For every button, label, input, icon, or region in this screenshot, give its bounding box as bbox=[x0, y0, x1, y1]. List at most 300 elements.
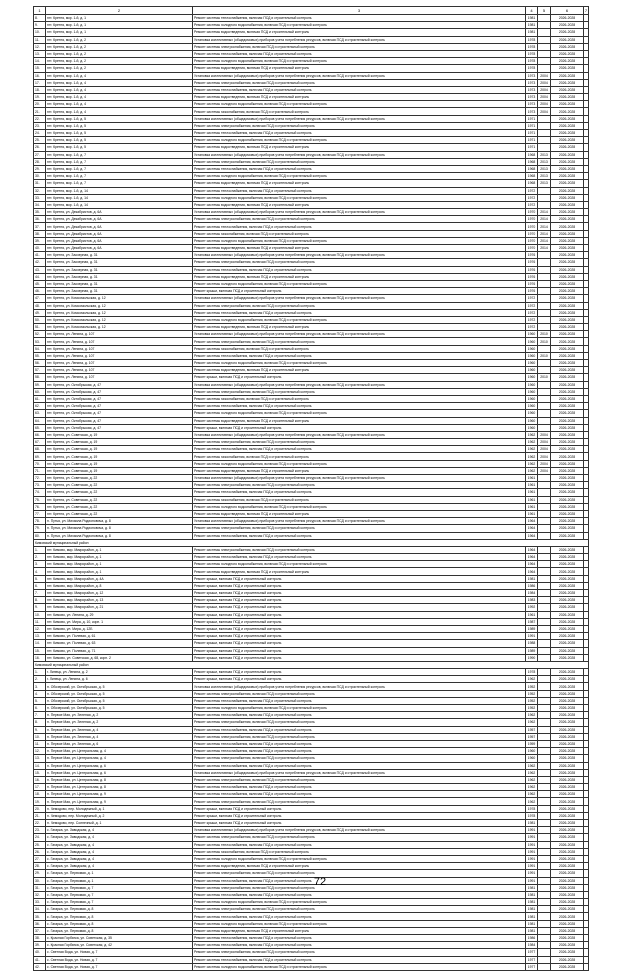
address-cell: пгт. Кретня, ул. Ленина, д. 107 bbox=[46, 367, 193, 374]
repair-year-cell bbox=[538, 546, 551, 553]
blank-cell bbox=[584, 108, 589, 115]
repair-year-cell bbox=[538, 58, 551, 65]
period-cell: 2026-2028 bbox=[551, 518, 584, 525]
work-type-cell: Установка коллективных (общедомовых) приборов учета потребления ресурсов, включая ПСД и строительный контроль bbox=[193, 209, 526, 216]
address-cell: пгт. Кретня, ул. Заозерная, д. 31 bbox=[46, 288, 193, 295]
build-year-cell: 1970 bbox=[526, 245, 538, 252]
address-cell: пгт. Кретня, мкр. 1-й, д. 2 bbox=[46, 36, 193, 43]
period-cell: 2026-2028 bbox=[551, 446, 584, 453]
repair-year-cell bbox=[538, 367, 551, 374]
address-cell: п. Первое Мая, ул. Зеленая, д. 4 bbox=[46, 726, 193, 733]
address-cell: пгт. Кретня, мкр. 1-й, д. 2 bbox=[46, 50, 193, 57]
repair-year-cell bbox=[538, 561, 551, 568]
row-number: 59. bbox=[34, 381, 46, 388]
table-row bbox=[34, 237, 589, 244]
build-year-cell: 1978 bbox=[526, 65, 538, 72]
work-type-cell: Ремонт системы электроснабжения, включая ПСД и строительный контроль bbox=[193, 439, 526, 446]
work-type-cell: Ремонт крыши, включая ПСД и строительный контроль bbox=[193, 805, 526, 812]
address-cell: пгт. Кретня, мкр. 1-й, д. 4 bbox=[46, 108, 193, 115]
repair-year-cell bbox=[538, 417, 551, 424]
build-year-cell: 1971 bbox=[526, 122, 538, 129]
work-type-cell: Ремонт системы теплоснабжения, включая ПСД и строительный контроль bbox=[193, 554, 526, 561]
address-cell: п. Первое Мая, ул. Зеленая, д. 2 bbox=[46, 719, 193, 726]
build-year-cell: 1973 bbox=[526, 79, 538, 86]
build-year-cell: 1968 bbox=[526, 165, 538, 172]
build-year-cell: 1972 bbox=[526, 295, 538, 302]
period-cell: 2026-2028 bbox=[551, 403, 584, 410]
build-year-cell: 1962 bbox=[526, 776, 538, 783]
table-row bbox=[34, 963, 589, 970]
address-cell: с. Гагарка, ул. Заводская, д. 4 bbox=[46, 827, 193, 834]
work-type-cell: Ремонт системы холодного водоснабжения, включая ПСД и строительный контроль bbox=[193, 280, 526, 287]
period-cell: 2026-2028 bbox=[551, 453, 584, 460]
repair-year-cell bbox=[538, 309, 551, 316]
work-type-cell: Установка коллективных (общедомовых) приборов учета потребления ресурсов, включая ПСД и строительный контроль bbox=[193, 475, 526, 482]
repair-year-cell: 2013 bbox=[538, 151, 551, 158]
work-type-cell: Ремонт системы газоснабжения, включая ПСД и строительный контроль bbox=[193, 345, 526, 352]
row-number: 31. bbox=[34, 884, 46, 891]
blank-cell bbox=[584, 288, 589, 295]
build-year-cell: 1962 bbox=[526, 719, 538, 726]
work-type-cell: Ремонт системы водоотведения, включая ПСД и строительный контроль bbox=[193, 94, 526, 101]
blank-cell bbox=[584, 266, 589, 273]
row-number: 12. bbox=[34, 748, 46, 755]
work-type-cell: Ремонт системы электроснабжения, включая ПСД и строительный контроль bbox=[193, 546, 526, 553]
period-cell: 2026-2028 bbox=[551, 697, 584, 704]
table-row bbox=[34, 417, 589, 424]
blank-cell bbox=[584, 259, 589, 266]
table-row bbox=[34, 762, 589, 769]
row-number: 39. bbox=[34, 942, 46, 949]
period-cell: 2026-2028 bbox=[551, 532, 584, 539]
address-cell: пгт. Кретня, мкр. 1-й, д. 5 bbox=[46, 144, 193, 151]
row-number: 51. bbox=[34, 324, 46, 331]
period-cell: 2026-2028 bbox=[551, 367, 584, 374]
row-number: 17. bbox=[34, 784, 46, 791]
repair-year-cell: 2010 bbox=[538, 338, 551, 345]
work-type-cell: Ремонт системы водоотведения, включая ПСД и строительный контроль bbox=[193, 367, 526, 374]
repair-year-cell bbox=[538, 288, 551, 295]
address-cell: пгт. Кретня, мкр. 1-й, д. 1 bbox=[46, 29, 193, 36]
build-year-cell: 1981 bbox=[526, 884, 538, 891]
period-cell: 2026-2028 bbox=[551, 108, 584, 115]
blank-cell bbox=[584, 532, 589, 539]
work-type-cell: Ремонт системы теплоснабжения, включая ПСД и строительный контроль bbox=[193, 726, 526, 733]
repair-year-cell bbox=[538, 324, 551, 331]
blank-cell bbox=[584, 503, 589, 510]
address-cell: пгт. Кретня, ул. Октябрьская, д. 47 bbox=[46, 410, 193, 417]
address-cell: пгт. Кретня, ул. Декабристов, д. 6А bbox=[46, 209, 193, 216]
build-year-cell: 1991 bbox=[526, 848, 538, 855]
work-type-cell: Ремонт системы теплоснабжения, включая ПСД и строительный контроль bbox=[193, 266, 526, 273]
build-year-cell: 1978 bbox=[526, 812, 538, 819]
build-year-cell: 1960 bbox=[526, 381, 538, 388]
repair-year-cell bbox=[538, 518, 551, 525]
address-cell: пгт. Кретня, ул. Советская, д. 19 bbox=[46, 439, 193, 446]
address-cell: с. Гагарка, ул. Первомая, д. 1 bbox=[46, 877, 193, 884]
blank-cell bbox=[584, 618, 589, 625]
row-number: 34. bbox=[34, 906, 46, 913]
period-cell: 2026-2028 bbox=[551, 575, 584, 582]
table-row bbox=[34, 288, 589, 295]
repair-year-cell bbox=[538, 554, 551, 561]
address-cell: пгт. Кретня, ул. Октябрьская, д. 47 bbox=[46, 417, 193, 424]
row-number: 32. bbox=[34, 187, 46, 194]
blank-cell bbox=[584, 424, 589, 431]
period-cell: 2026-2028 bbox=[551, 913, 584, 920]
period-cell: 2026-2028 bbox=[551, 381, 584, 388]
build-year-cell: 1971 bbox=[526, 137, 538, 144]
repair-year-cell bbox=[538, 122, 551, 129]
row-number: 34. bbox=[34, 201, 46, 208]
repair-year-cell bbox=[538, 22, 551, 29]
table-row bbox=[34, 525, 589, 532]
blank-cell bbox=[584, 446, 589, 453]
table-row bbox=[34, 640, 589, 647]
row-number: 28. bbox=[34, 863, 46, 870]
table-row bbox=[34, 29, 589, 36]
address-cell: с. Гагарка, ул. Первомая, д. 8 bbox=[46, 927, 193, 934]
row-number: 44. bbox=[34, 273, 46, 280]
address-cell: п. Первое Мая, ул. Зеленая, д. 4 bbox=[46, 733, 193, 740]
row-number: 10. bbox=[34, 733, 46, 740]
table-row bbox=[34, 187, 589, 194]
table-row bbox=[34, 769, 589, 776]
row-number: 16. bbox=[34, 776, 46, 783]
build-year-cell: 1976 bbox=[526, 280, 538, 287]
blank-cell bbox=[584, 726, 589, 733]
work-type-cell: Ремонт системы теплоснабжения, включая ПСД и строительный контроль bbox=[193, 891, 526, 898]
work-type-cell: Ремонт системы электроснабжения, включая ПСД и строительный контроль bbox=[193, 906, 526, 913]
repair-year-cell bbox=[538, 201, 551, 208]
row-number: 65. bbox=[34, 424, 46, 431]
period-cell: 2026-2028 bbox=[551, 374, 584, 381]
build-year-cell: 1978 bbox=[526, 58, 538, 65]
address-cell: п. Чемодово, пер. Солнечный, д. 1 bbox=[46, 820, 193, 827]
table-row bbox=[34, 460, 589, 467]
table-row bbox=[34, 503, 589, 510]
table-row bbox=[34, 273, 589, 280]
repair-year-cell bbox=[538, 259, 551, 266]
table-row bbox=[34, 633, 589, 640]
address-cell: пгт. Кретня, ул. Заозерная, д. 31 bbox=[46, 280, 193, 287]
work-type-cell: Ремонт системы холодного водоснабжения, включая ПСД и строительный контроль bbox=[193, 503, 526, 510]
header-cell: 4 bbox=[526, 7, 538, 15]
row-number: 48. bbox=[34, 302, 46, 309]
address-cell: с. Гагарка, ул. Первомая, д. 7 bbox=[46, 884, 193, 891]
address-cell: с. Светлая Вода, ул. Новая, д. 7 bbox=[46, 963, 193, 970]
blank-cell bbox=[584, 187, 589, 194]
address-cell: пгт. Кретня, ул. Октябрьская, д. 47 bbox=[46, 388, 193, 395]
build-year-cell: 1976 bbox=[526, 288, 538, 295]
build-year-cell: 1964 bbox=[526, 532, 538, 539]
row-number: 9. bbox=[34, 726, 46, 733]
build-year-cell: 1992 bbox=[526, 604, 538, 611]
blank-cell bbox=[584, 942, 589, 949]
period-cell: 2026-2028 bbox=[551, 194, 584, 201]
repair-year-cell bbox=[538, 496, 551, 503]
row-number: 47. bbox=[34, 295, 46, 302]
address-cell: с. Гагарка, ул. Первомая, д. 7 bbox=[46, 891, 193, 898]
blank-cell bbox=[584, 94, 589, 101]
address-cell: пгт. Кретня, ул. Октябрьская, д. 47 bbox=[46, 395, 193, 402]
row-number: 6. bbox=[34, 705, 46, 712]
blank-cell bbox=[584, 755, 589, 762]
repair-year-cell bbox=[538, 137, 551, 144]
row-number: 25. bbox=[34, 841, 46, 848]
build-year-cell: 1976 bbox=[526, 273, 538, 280]
blank-cell bbox=[584, 949, 589, 956]
address-cell: пгт. Кретня, мкр. 1-й, д. 5 bbox=[46, 115, 193, 122]
row-number: 12. bbox=[34, 625, 46, 632]
address-cell: п. Обозерский, ул. Октябрьская, д. 5 bbox=[46, 705, 193, 712]
table-row bbox=[34, 108, 589, 115]
row-number: 24. bbox=[34, 130, 46, 137]
build-year-cell: 1960 bbox=[526, 374, 538, 381]
address-cell: пгт. Кретня, ул. Советская, д. 22 bbox=[46, 489, 193, 496]
work-type-cell: Ремонт системы электроснабжения, включая ПСД и строительный контроль bbox=[193, 79, 526, 86]
row-number: 26. bbox=[34, 848, 46, 855]
table-row bbox=[34, 920, 589, 927]
address-cell: пгт. Кимово, мкр. Микрорайон, д. 1 bbox=[46, 554, 193, 561]
row-number: 58. bbox=[34, 374, 46, 381]
blank-cell bbox=[584, 712, 589, 719]
period-cell: 2026-2028 bbox=[551, 884, 584, 891]
row-number: 35. bbox=[34, 913, 46, 920]
blank-cell bbox=[584, 209, 589, 216]
row-number: 74. bbox=[34, 489, 46, 496]
repair-year-cell bbox=[538, 618, 551, 625]
build-year-cell: 1977 bbox=[526, 949, 538, 956]
build-year-cell: 1960 bbox=[526, 748, 538, 755]
table-row bbox=[34, 676, 589, 683]
table-row bbox=[34, 36, 589, 43]
repair-year-cell bbox=[538, 733, 551, 740]
blank-cell bbox=[584, 568, 589, 575]
row-number: 79. bbox=[34, 525, 46, 532]
work-type-cell: Ремонт системы теплоснабжения, включая ПСД и строительный контроль bbox=[193, 942, 526, 949]
row-number: 76. bbox=[34, 503, 46, 510]
build-year-cell: 1981 bbox=[526, 15, 538, 22]
row-number: 6. bbox=[34, 582, 46, 589]
repair-year-cell: 2004 bbox=[538, 79, 551, 86]
row-number: 64. bbox=[34, 417, 46, 424]
row-number: 11. bbox=[34, 740, 46, 747]
repair-year-cell bbox=[538, 805, 551, 812]
period-cell: 2026-2028 bbox=[551, 525, 584, 532]
build-year-cell: 1970 bbox=[526, 216, 538, 223]
build-year-cell: 1968 bbox=[526, 173, 538, 180]
row-number: 56. bbox=[34, 360, 46, 367]
blank-cell bbox=[584, 827, 589, 834]
table-row bbox=[34, 259, 589, 266]
table-row bbox=[34, 841, 589, 848]
period-cell: 2026-2028 bbox=[551, 791, 584, 798]
period-cell: 2026-2028 bbox=[551, 331, 584, 338]
row-number: 13. bbox=[34, 50, 46, 57]
table-row bbox=[34, 705, 589, 712]
period-cell: 2026-2028 bbox=[551, 144, 584, 151]
repair-year-cell bbox=[538, 769, 551, 776]
build-year-cell: 1962 bbox=[526, 453, 538, 460]
build-year-cell: 1961 bbox=[526, 503, 538, 510]
blank-cell bbox=[584, 439, 589, 446]
period-cell: 2026-2028 bbox=[551, 755, 584, 762]
table-row bbox=[34, 712, 589, 719]
blank-cell bbox=[584, 748, 589, 755]
repair-year-cell bbox=[538, 676, 551, 683]
blank-cell bbox=[584, 956, 589, 963]
period-cell: 2026-2028 bbox=[551, 561, 584, 568]
repair-year-cell bbox=[538, 697, 551, 704]
blank-cell bbox=[584, 115, 589, 122]
period-cell: 2026-2028 bbox=[551, 848, 584, 855]
build-year-cell: 1976 bbox=[526, 252, 538, 259]
build-year-cell: 1981 bbox=[526, 927, 538, 934]
row-number: 11. bbox=[34, 618, 46, 625]
address-cell: с. Гагарка, ул. Первомая, д. 8 bbox=[46, 920, 193, 927]
work-type-cell: Ремонт системы газоснабжения, включая ПСД и строительный контроль bbox=[193, 230, 526, 237]
work-type-cell: Ремонт системы газоснабжения, включая ПСД и строительный контроль bbox=[193, 395, 526, 402]
table-row bbox=[34, 331, 589, 338]
period-cell: 2026-2028 bbox=[551, 935, 584, 942]
blank-cell bbox=[584, 151, 589, 158]
address-cell: с. Гагарка, ул. Заводская, д. 4 bbox=[46, 834, 193, 841]
build-year-cell: 1977 bbox=[526, 956, 538, 963]
address-cell: пгт. Кретня, мкр. 1-й, д. 4 bbox=[46, 86, 193, 93]
work-type-cell: Ремонт системы газоснабжения, включая ПСД и строительный контроль bbox=[193, 496, 526, 503]
blank-cell bbox=[584, 913, 589, 920]
blank-cell bbox=[584, 496, 589, 503]
period-cell: 2026-2028 bbox=[551, 273, 584, 280]
row-number: 50. bbox=[34, 316, 46, 323]
repair-year-cell bbox=[538, 683, 551, 690]
build-year-cell: 1968 bbox=[526, 151, 538, 158]
build-year-cell: 1989 bbox=[526, 625, 538, 632]
work-type-cell: Ремонт системы теплоснабжения, включая ПСД и строительный контроль bbox=[193, 913, 526, 920]
work-type-cell: Ремонт системы электроснабжения, включая ПСД и строительный контроль bbox=[193, 834, 526, 841]
table-row bbox=[34, 546, 589, 553]
table-row bbox=[34, 532, 589, 539]
period-cell: 2026-2028 bbox=[551, 625, 584, 632]
row-number: 21. bbox=[34, 812, 46, 819]
blank-cell bbox=[584, 79, 589, 86]
blank-cell bbox=[584, 101, 589, 108]
repair-year-cell bbox=[538, 590, 551, 597]
build-year-cell: 1962 bbox=[526, 431, 538, 438]
period-cell: 2026-2028 bbox=[551, 360, 584, 367]
address-cell: пгт. Кретня, мкр. 1-й, д. 7 bbox=[46, 151, 193, 158]
address-cell: пгт. Кретня, ул. Комсомольская, д. 12 bbox=[46, 324, 193, 331]
work-type-cell: Установка коллективных (общедомовых) приборов учета потребления ресурсов, включая ПСД и строительный контроль bbox=[193, 72, 526, 79]
blank-cell bbox=[584, 719, 589, 726]
work-type-cell: Ремонт крыши, включая ПСД и строительный контроль bbox=[193, 820, 526, 827]
row-number: 70. bbox=[34, 460, 46, 467]
repair-year-cell bbox=[538, 748, 551, 755]
blank-cell bbox=[584, 848, 589, 855]
build-year-cell: 1962 bbox=[526, 460, 538, 467]
table-row bbox=[34, 266, 589, 273]
repair-year-cell bbox=[538, 855, 551, 862]
period-cell: 2026-2028 bbox=[551, 280, 584, 287]
work-type-cell: Ремонт системы холодного водоснабжения, включая ПСД и строительный контроль bbox=[193, 460, 526, 467]
row-number: 22. bbox=[34, 115, 46, 122]
repair-year-cell: 2013 bbox=[538, 165, 551, 172]
repair-year-cell bbox=[538, 130, 551, 137]
table-row bbox=[34, 891, 589, 898]
build-year-cell: 1981 bbox=[526, 920, 538, 927]
row-number: 40. bbox=[34, 949, 46, 956]
address-cell: п. Первое Мая, ул. Центральная, д. 9 bbox=[46, 791, 193, 798]
work-type-cell: Ремонт системы водоотведения, включая ПСД и строительный контроль bbox=[193, 467, 526, 474]
table-row bbox=[34, 561, 589, 568]
period-cell: 2026-2028 bbox=[551, 180, 584, 187]
address-cell: п. Чемодово, пер. Молодежный, д. 2 bbox=[46, 812, 193, 819]
work-type-cell: Ремонт крыши, включая ПСД и строительный контроль bbox=[193, 669, 526, 676]
repair-year-cell bbox=[538, 503, 551, 510]
row-number: 71. bbox=[34, 467, 46, 474]
blank-cell bbox=[584, 604, 589, 611]
repair-year-cell bbox=[538, 252, 551, 259]
table-row bbox=[34, 22, 589, 29]
address-cell: п. Первое Мая, ул. Центральная, д. 4 bbox=[46, 755, 193, 762]
row-number: 41. bbox=[34, 252, 46, 259]
build-year-cell: 1978 bbox=[526, 805, 538, 812]
address-cell: пгт. Кретня, ул. Заозерная, д. 31 bbox=[46, 273, 193, 280]
blank-cell bbox=[584, 360, 589, 367]
period-cell: 2026-2028 bbox=[551, 122, 584, 129]
repair-year-cell bbox=[538, 295, 551, 302]
table-row bbox=[34, 597, 589, 604]
blank-cell bbox=[584, 784, 589, 791]
row-number: 1. bbox=[34, 546, 46, 553]
row-number: 80. bbox=[34, 532, 46, 539]
blank-cell bbox=[584, 86, 589, 93]
blank-cell bbox=[584, 180, 589, 187]
row-number: 60. bbox=[34, 388, 46, 395]
table-row bbox=[34, 94, 589, 101]
work-type-cell: Ремонт крыши, включая ПСД и строительный контроль bbox=[193, 812, 526, 819]
address-cell: пгт. Кретня, мкр. 1-й, д. 7 bbox=[46, 180, 193, 187]
row-number: 57. bbox=[34, 367, 46, 374]
repair-year-cell bbox=[538, 403, 551, 410]
row-number: 15. bbox=[34, 65, 46, 72]
work-type-cell: Ремонт системы газоснабжения, включая ПСД и строительный контроль bbox=[193, 848, 526, 855]
build-year-cell: 1970 bbox=[526, 230, 538, 237]
table-row bbox=[34, 776, 589, 783]
work-type-cell: Ремонт системы водоотведения, включая ПСД и строительный контроль bbox=[193, 201, 526, 208]
table-row bbox=[34, 165, 589, 172]
row-number: 15. bbox=[34, 769, 46, 776]
period-cell: 2026-2028 bbox=[551, 546, 584, 553]
blank-cell bbox=[584, 769, 589, 776]
table-row bbox=[34, 324, 589, 331]
work-type-cell: Ремонт системы холодного водоснабжения, включая ПСД и строительный контроль bbox=[193, 137, 526, 144]
row-number: 25. bbox=[34, 137, 46, 144]
build-year-cell: 1960 bbox=[526, 388, 538, 395]
work-type-cell: Ремонт крыши, включая ПСД и строительный контроль bbox=[193, 374, 526, 381]
row-number: 66. bbox=[34, 431, 46, 438]
row-number: 42. bbox=[34, 963, 46, 970]
period-cell: 2026-2028 bbox=[551, 669, 584, 676]
row-number: 4. bbox=[34, 568, 46, 575]
repair-year-cell bbox=[538, 647, 551, 654]
blank-cell bbox=[584, 906, 589, 913]
period-cell: 2026-2028 bbox=[551, 137, 584, 144]
period-cell: 2026-2028 bbox=[551, 43, 584, 50]
repair-year-cell bbox=[538, 525, 551, 532]
table-row bbox=[34, 424, 589, 431]
